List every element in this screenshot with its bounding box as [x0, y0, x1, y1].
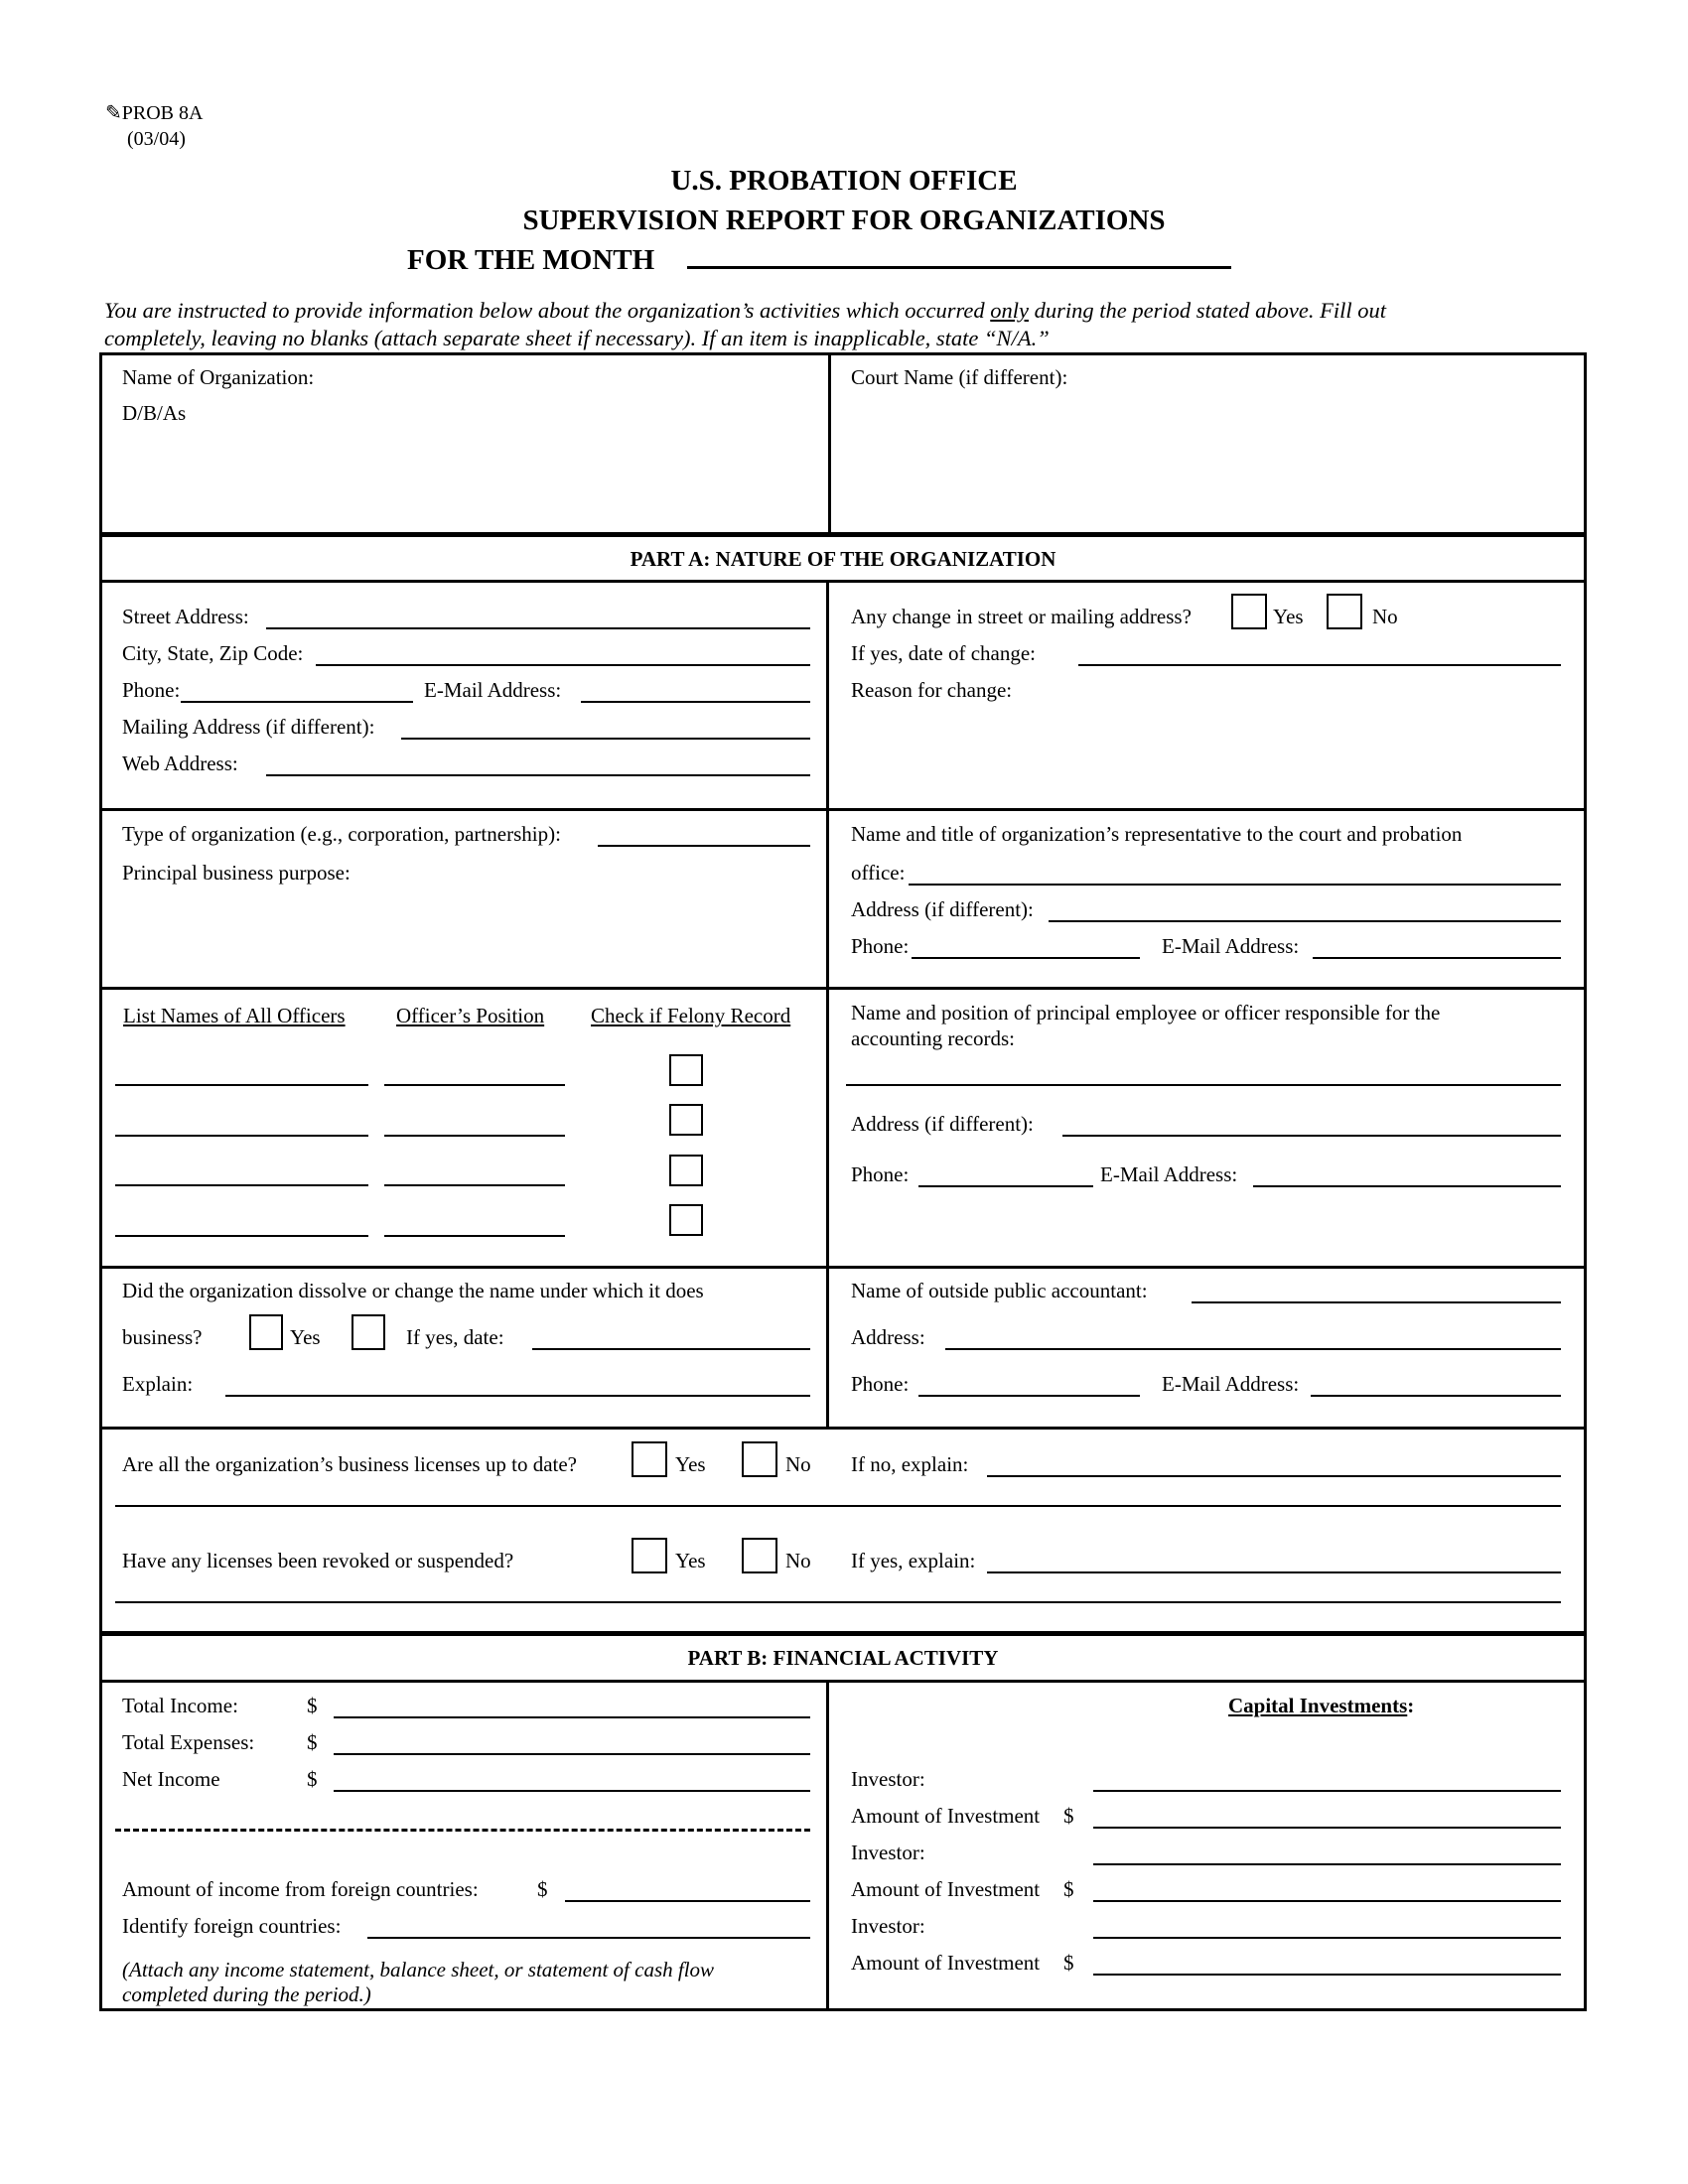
change-no-checkbox[interactable]: [1327, 594, 1362, 629]
foreign-income-field[interactable]: [565, 1900, 810, 1902]
license-revoked-explain-field-2[interactable]: [115, 1601, 1561, 1603]
currency-symbol: $: [1063, 1877, 1074, 1901]
form-frame: [99, 352, 1587, 2011]
org-type-field[interactable]: [598, 845, 810, 847]
rep-address-label: Address (if different):: [851, 897, 1034, 921]
investor-label: Investor:: [851, 1914, 925, 1938]
investor-field[interactable]: [1093, 1790, 1561, 1792]
officers-col-position: Officer’s Position: [396, 1004, 545, 1027]
net-income-label: Net Income: [122, 1767, 220, 1791]
divider: [99, 987, 1587, 990]
change-date-field[interactable]: [1078, 664, 1561, 666]
attachment-note-line1: (Attach any income statement, balance sheet, or statement of cash flow: [122, 1958, 715, 1981]
investment-amount-field[interactable]: [1093, 1827, 1561, 1829]
city-label: City, State, Zip Code:: [122, 641, 304, 665]
divider: [99, 1266, 1587, 1269]
investment-amount-field[interactable]: [1093, 1974, 1561, 1976]
investor-label: Investor:: [851, 1841, 925, 1864]
accountant-name-field[interactable]: [1192, 1301, 1561, 1303]
org-name-label: Name of Organization:: [122, 365, 315, 389]
accounting-email-label: E-Mail Address:: [1100, 1162, 1238, 1186]
accounting-address-label: Address (if different):: [851, 1112, 1034, 1136]
license-question-2: Have any licenses been revoked or suspended?: [122, 1549, 514, 1572]
web-field[interactable]: [266, 774, 810, 776]
accountant-address-field[interactable]: [945, 1348, 1561, 1350]
license-revoked-yes-label: Yes: [675, 1549, 706, 1572]
license-revoked-yes-checkbox[interactable]: [632, 1538, 667, 1573]
currency-symbol: $: [307, 1767, 318, 1791]
investment-amount-label: Amount of Investment: [851, 1877, 1041, 1901]
investor-field[interactable]: [1093, 1937, 1561, 1939]
street-field[interactable]: [266, 627, 810, 629]
officer-felony-checkbox[interactable]: [669, 1155, 703, 1186]
divider: [99, 1631, 1587, 1636]
email-field[interactable]: [581, 701, 810, 703]
foreign-countries-field[interactable]: [367, 1937, 810, 1939]
license-current-explain-label: If no, explain:: [851, 1452, 969, 1476]
total-income-label: Total Income:: [122, 1694, 238, 1717]
officer-position-field[interactable]: [384, 1184, 565, 1186]
license-current-yes-checkbox[interactable]: [632, 1441, 667, 1477]
month-label: FOR THE MONTH: [407, 244, 655, 276]
foreign-countries-label: Identify foreign countries:: [122, 1914, 342, 1938]
dissolve-yes-label: Yes: [290, 1325, 321, 1349]
investor-label: Investor:: [851, 1767, 925, 1791]
dissolve-question: Did the organization dissolve or change the name under which it does: [122, 1279, 704, 1302]
phone-field[interactable]: [181, 701, 413, 703]
dissolve-no-checkbox[interactable]: [352, 1314, 385, 1350]
rep-email-label: E-Mail Address:: [1162, 934, 1300, 958]
divider: [826, 1680, 829, 2011]
form-revision: (03/04): [127, 128, 186, 150]
officer-position-field[interactable]: [384, 1235, 565, 1237]
capital-investments-title: Capital Investments:: [1228, 1694, 1415, 1717]
divider: [99, 580, 1587, 583]
investment-amount-field[interactable]: [1093, 1900, 1561, 1902]
rep-phone-field[interactable]: [912, 957, 1140, 959]
currency-symbol: $: [307, 1730, 318, 1754]
license-revoked-no-checkbox[interactable]: [742, 1538, 777, 1573]
accounting-label-line1: Name and position of principal employee or officer responsible for the: [851, 1001, 1441, 1024]
investor-field[interactable]: [1093, 1863, 1561, 1865]
pencil-icon: ✎: [105, 102, 122, 124]
accounting-label-line2: accounting records:: [851, 1026, 1016, 1050]
accounting-phone-field[interactable]: [918, 1185, 1093, 1187]
web-label: Web Address:: [122, 751, 238, 775]
change-no-label: No: [1372, 605, 1398, 628]
license-current-yes-label: Yes: [675, 1452, 706, 1476]
officer-position-field[interactable]: [384, 1135, 565, 1137]
month-field[interactable]: [687, 266, 1231, 269]
office-title: U.S. PROBATION OFFICE: [670, 165, 1018, 197]
officer-name-field[interactable]: [115, 1235, 368, 1237]
dissolve-business-label: business?: [122, 1325, 203, 1349]
officer-felony-checkbox[interactable]: [669, 1204, 703, 1236]
divider: [826, 580, 829, 1427]
accountant-email-label: E-Mail Address:: [1162, 1372, 1300, 1396]
change-yes-label: Yes: [1273, 605, 1304, 628]
currency-symbol: $: [1063, 1804, 1074, 1828]
accountant-phone-field[interactable]: [918, 1395, 1140, 1397]
accountant-address-label: Address:: [851, 1325, 925, 1349]
rep-address-field[interactable]: [1049, 920, 1561, 922]
instructions-line1: You are instructed to provide information below about the organization’s activities which occurred only during the period stated above. Fill out: [104, 298, 1386, 323]
total-expenses-field[interactable]: [334, 1753, 810, 1755]
email-label: E-Mail Address:: [424, 678, 562, 702]
street-label: Street Address:: [122, 605, 249, 628]
dissolve-date-label: If yes, date:: [406, 1325, 504, 1349]
currency-symbol: $: [537, 1877, 548, 1901]
accountant-phone-label: Phone:: [851, 1372, 910, 1396]
divider: [828, 352, 831, 532]
officer-name-field[interactable]: [115, 1135, 368, 1137]
investment-amount-label: Amount of Investment: [851, 1804, 1041, 1828]
license-current-explain-field[interactable]: [987, 1475, 1561, 1477]
change-reason-label: Reason for change:: [851, 678, 1013, 702]
officer-name-field[interactable]: [115, 1084, 368, 1086]
change-date-label: If yes, date of change:: [851, 641, 1036, 665]
purpose-label: Principal business purpose:: [122, 861, 351, 885]
divider: [99, 532, 1587, 537]
form-code: ✎PROB 8A: [105, 102, 204, 124]
officer-felony-checkbox[interactable]: [669, 1104, 703, 1136]
mailing-field[interactable]: [401, 738, 810, 740]
officers-col-names: List Names of All Officers: [123, 1004, 346, 1027]
divider: [99, 1427, 1587, 1430]
currency-symbol: $: [307, 1694, 318, 1717]
rep-label-line1: Name and title of organization’s representative to the court and probation: [851, 822, 1463, 846]
court-name-label: Court Name (if different):: [851, 365, 1068, 389]
divider: [99, 808, 1587, 811]
currency-symbol: $: [1063, 1951, 1074, 1975]
officers-col-felony: Check if Felony Record: [591, 1004, 791, 1027]
change-question: Any change in street or mailing address?: [851, 605, 1192, 628]
accountant-email-field[interactable]: [1311, 1395, 1561, 1397]
investment-amount-label: Amount of Investment: [851, 1951, 1041, 1975]
dissolve-explain-label: Explain:: [122, 1372, 194, 1396]
dba-label: D/B/As: [122, 401, 187, 425]
dashed-separator: [115, 1829, 810, 1832]
dissolve-explain-field[interactable]: [225, 1395, 810, 1397]
rep-phone-label: Phone:: [851, 934, 910, 958]
attachment-note-line2: completed during the period.): [122, 1982, 371, 2006]
license-revoked-explain-field[interactable]: [987, 1571, 1561, 1573]
city-field[interactable]: [316, 664, 810, 666]
report-title: SUPERVISION REPORT FOR ORGANIZATIONS: [522, 205, 1166, 236]
license-question-1: Are all the organization’s business licenses up to date?: [122, 1452, 577, 1476]
phone-label: Phone:: [122, 678, 181, 702]
accounting-email-field[interactable]: [1253, 1185, 1561, 1187]
rep-name-field[interactable]: [909, 884, 1561, 886]
license-current-no-checkbox[interactable]: [742, 1441, 777, 1477]
rep-email-field[interactable]: [1313, 957, 1561, 959]
org-type-label: Type of organization (e.g., corporation, partnership):: [122, 822, 561, 846]
officer-position-field[interactable]: [384, 1084, 565, 1086]
foreign-income-label: Amount of income from foreign countries:: [122, 1877, 479, 1901]
total-income-field[interactable]: [334, 1716, 810, 1718]
license-revoked-explain-label: If yes, explain:: [851, 1549, 976, 1572]
part-b-title: PART B: FINANCIAL ACTIVITY: [687, 1646, 999, 1670]
license-current-no-label: No: [785, 1452, 811, 1476]
dissolve-yes-checkbox[interactable]: [249, 1314, 283, 1350]
mailing-label: Mailing Address (if different):: [122, 715, 375, 739]
license-current-explain-field-2[interactable]: [115, 1505, 1561, 1507]
officer-felony-checkbox[interactable]: [669, 1054, 703, 1086]
dissolve-date-field[interactable]: [532, 1348, 810, 1350]
part-a-title: PART A: NATURE OF THE ORGANIZATION: [630, 547, 1056, 571]
divider: [99, 1680, 1587, 1683]
total-expenses-label: Total Expenses:: [122, 1730, 255, 1754]
rep-office-label: office:: [851, 861, 906, 885]
instructions-line2: completely, leaving no blanks (attach separate sheet if necessary). If an item is inapplicable, state “N/A.”: [104, 326, 1050, 350]
accountant-name-label: Name of outside public accountant:: [851, 1279, 1148, 1302]
accounting-phone-label: Phone:: [851, 1162, 910, 1186]
accounting-name-field[interactable]: [846, 1084, 1561, 1086]
officer-name-field[interactable]: [115, 1184, 368, 1186]
license-revoked-no-label: No: [785, 1549, 811, 1572]
change-yes-checkbox[interactable]: [1231, 594, 1267, 629]
net-income-field[interactable]: [334, 1790, 810, 1792]
accounting-address-field[interactable]: [1062, 1135, 1561, 1137]
